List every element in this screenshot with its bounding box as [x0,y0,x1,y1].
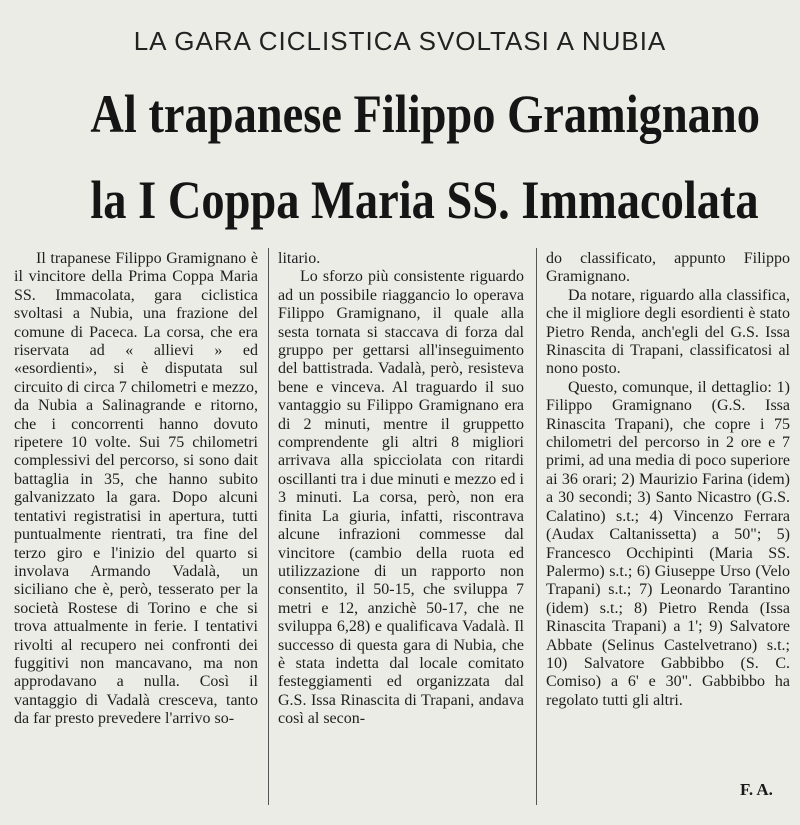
article-column-3 [546,250,790,810]
headline-line-2: la I Coppa Maria SS. Immacolata [90,170,759,230]
article-column-2 [278,250,524,810]
paragraph: Da notare, riguardo alla classifica, che il migliore degli esordienti è stato Pietro Renda, anch'egli del G.S. Issa Rinascita di Trapani, classificatosi al nono posto. [546,286,790,378]
paragraph-continuation: litario. [278,250,321,267]
paragraph-continuation: do classificato, appunto Filippo Gramignano. [546,250,790,286]
paragraph: Questo, comunque, il dettaglio: 1) Filippo Gramignano (G.S. Issa Rinascita Trapani), che copre i 75 chilometri del percorso in 2 ore e 7 primi, ad una media di poco superiore ai 36 orari; 2) Maurizio Farina (idem) a 30 secondi; 3) Santo Nicastro (G.S. Calatino) s.t.; 4) Vincenzo Ferrara (Audax Caltanissetta) a 50"; 5) Francesco Occhipinti (Maria SS. Palermo) s.t.; 6) Giuseppe Urso (Velo Trapani) s.t.; 7) Leonardo Tarantino (idem) s.t.; 8) Pietro Renda (Issa Rinascita Trapani) a 1'; 9) Salvatore Abbate (Selinus Castelvetrano) s.t.; 10) Salvatore Gabbibbo (S. C. Comiso) a 6' e 30". Gabbibbo ha regolato tutti gli altri. [546,378,790,709]
paragraph: Lo sforzo più consistente riguardo ad un possibile riaggancio lo operava Filippo Gramignano, il quale alla sesta tornata si staccava di forza dal gruppo per gettarsi all'inseguimento del battistrada. Vadalà, però, resisteva bene e vinceva. Al traguardo il suo vantaggio su Filippo Gramignano era di 2 minuti, mentre il gruppetto comprendente gli altri 8 migliori arrivava alla spicciolata con ritardi oscillanti tra i due minuti e mezzo ed i 3 minuti. La corsa, però, non era finita La giuria, infatti, riscontrava alcune infrazioni commesse dal vincitore (cambio della ruota ed utilizzazione di un rapporto non consentito, il 50-15, che sviluppa 7 metri e 12, anzichè 50-17, che ne sviluppa 6,28) e qualificava Vadalà. Il successo di questa gara di Nubia, che è stata indetta dal locale comitato festeggiamenti ed organizzata dal G.S. Issa Rinascita di Trapani, andava così al secon- [278,268,524,728]
article-column-1 [14,250,258,810]
column-divider [268,248,269,805]
kicker-heading: LA GARA CICLISTICA SVOLTASI A NUBIA [133,26,667,56]
headline-line-1: Al trapanese Filippo Gramignano [90,84,760,144]
paragraph: Il trapanese Filippo Gramignano è il vincitore della Prima Coppa Maria SS. Immacolata, gara ciclistica svoltasi a Nubia, una frazione del comune di Paceca. La corsa, che era riservata ad « allievi » ed «esordienti», si è disputata sul circuito di circa 7 chilometri e mezzo, da Nubia a Salinagrande e ritorno, che i concorrenti hanno dovuto ripetere 10 volte. Sui 75 chilometri complessivi del percorso, si sono dait battaglia in 35, che hanno subito galvanizzato la gara. Dopo alcuni tentativi registratisi in apertura, tutti puntualmente rientrati, tra fine del terzo giro e l'inizio del quarto si involava Armando Vadalà, un siciliano che è, però, tesserato per la società Rostese di Torino e che si trova attualmente in ferie. I tentativi rivolti al recupero nei confronti dei fuggitivi non mancavano, ma non approdavano a nulla. Così il vantaggio di Vadalà cresceva, tanto da far presto prevedere l'arrivo so- [14,250,258,728]
author-signature: F. A. [740,780,773,799]
column-divider [536,248,537,805]
